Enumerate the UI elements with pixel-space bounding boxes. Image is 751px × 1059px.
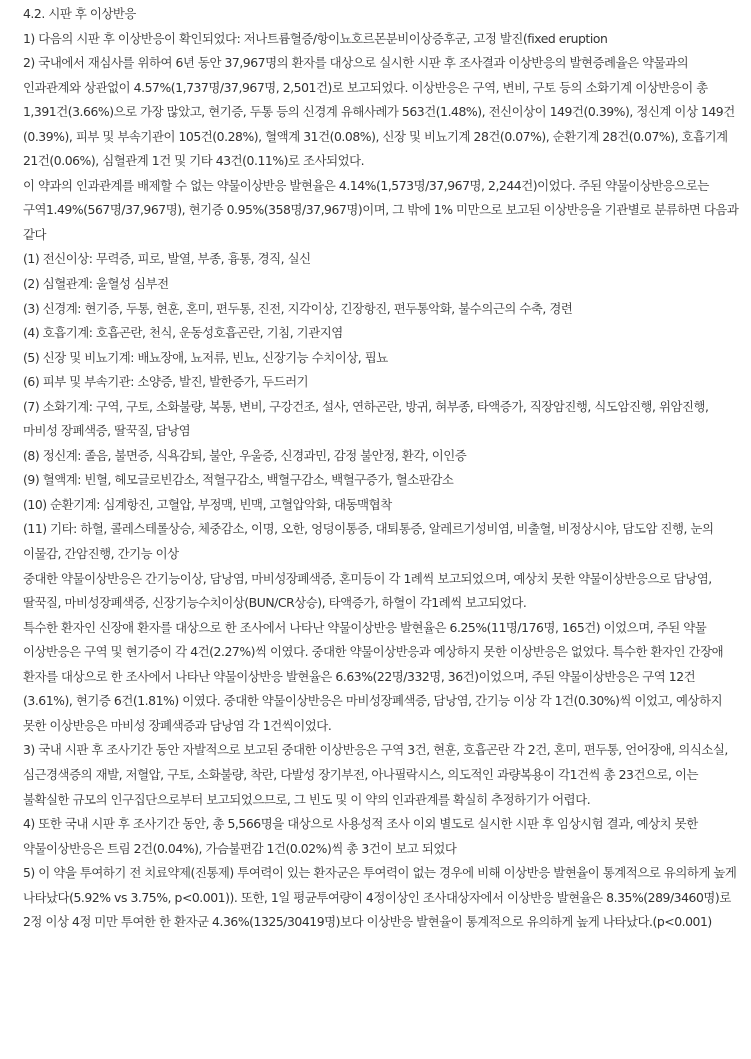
list-item-gastrointestinal: (7) 소화기계: 구역, 구토, 소화불량, 복통, 변비, 구강건조, 설사, 연하곤란, 방귀, 혀부종, 타액증가, 직장암진행, 식도암진행, 위암진행, 마비성 장폐색증, 딸꾹질, 담낭염: [23, 398, 709, 439]
list-item-hematologic: (9) 혈액계: 빈혈, 헤모글로빈감소, 적혈구감소, 백혈구감소, 백혈구증가, 혈소판감소: [23, 472, 454, 488]
section-title: 4.2. 시판 후 이상반응: [23, 6, 136, 21]
list-item-renal-urinary: (5) 신장 및 비뇨기계: 배뇨장애, 뇨저류, 빈뇨, 신장기능 수치이상, 핍뇨: [23, 349, 388, 365]
list-item-general: (1) 전신이상: 무력증, 피로, 발열, 부종, 흉통, 경직, 실신: [23, 251, 311, 267]
list-item-circulatory: (10) 순환기계: 심계항진, 고혈압, 부정맥, 빈맥, 고혈압악화, 대동맥협착: [23, 496, 392, 512]
paragraph-item-3-spontaneous-reports: 3) 국내 시판 후 조사기간 동안 자발적으로 보고된 중대한 이상반응은 구역 3건, 현훈, 호흡곤란 각 2건, 혼미, 편두통, 언어장애, 의식소실, 심근경색증의 재발, 저혈압, 구토, 소화불량, 착란, 다발성 장기부전, 아나필락시스, 의도적인 과량복용이 각1건씩 총 23건으로, 이는 불확실한 규모의 인구집단으로부터 보고되었으므로, 그 빈도 및 이 약의 인과관계를 확실히 추정하기가 어렵다.: [23, 742, 728, 807]
paragraph-item-4-post-marketing-trial: 4) 또한 국내 시판 후 조사기간 동안, 총 5,566명을 대상으로 사용성적 조사 이외 별도로 실시한 시판 후 임상시험 결과, 예상치 못한 약물이상반응은 트림 2건(0.04%), 가슴불편감 1건(0.02%)씩 총 3건이 보고 되었다: [23, 816, 698, 856]
paragraph-special-populations: 특수한 환자인 신장애 환자를 대상으로 한 조사에서 나타난 약물이상반응 발현율은 6.25%(11명/176명, 165건) 이었으며, 주된 약물 이상반응은 구역 및 현기증이 각 4건(2.27%)씩 이였다. 중대한 약물이상반응과 예상하지 못한 이상반응은 없었다. 특수한 환자인 간장애 환자를 대상으로 한 조사에서 나타난 약물이상반응 발현율은 6.63%(22명/332명, 36건)이었으며, 주된 약물이상반응은 구역 12건(3.61%), 현기증 6건(1.81%) 이였다. 중대한 약물이상반응은 마비성장폐색증, 담낭염, 간기능 이상 각 1건(0.30%)씩 이었고, 예상하지 못한 이상반응은 마비성 장폐색증과 담낭염 각 1건씩이었다.: [23, 619, 724, 733]
list-item-respiratory: (4) 호흡기계: 호흡곤란, 천식, 운동성호흡곤란, 기침, 기관지염: [23, 325, 343, 341]
list-item-skin: (6) 피부 및 부속기관: 소양증, 발진, 발한증가, 두드러기: [23, 374, 309, 390]
paragraph-item-1-fixed-eruption: 1) 다음의 시판 후 이상반응이 확인되었다: 저나트륨혈증/항이뇨호르몬분비이상증후군, 고정 발진(fixed eruption: [23, 30, 608, 46]
paragraph-serious-adr: 중대한 약물이상반응은 간기능이상, 담낭염, 마비성장폐색증, 혼미등이 각 1례씩 보고되었으며, 예상치 못한 약물이상반응으로 담낭염, 딸꾹질, 마비성장폐색증, 신장기능수치이상(BUN/CR상승), 타액증가, 하혈이 각1례씩 보고되었다.: [23, 570, 712, 611]
paragraph-item-2-pms-results: 2) 국내에서 재심사를 위하여 6년 동안 37,967명의 환자를 대상으로 실시한 시판 후 조사결과 이상반응의 발현증례율은 약물과의 인과관계와 상관없이 4.57%(1,737명/37,967명, 2,501건)로 보고되었다. 이상반응은 구역, 변비, 구토 등의 소화기계 이상반응이 총 1,391건(3.66%)으로 가장 많았고, 현기증, 두통 등의 신경계 유해사례가 563건(1.48%), 전신이상이 149건(0.39%), 정신계 이상 149건(0.39%), 피부 및 부속기관이 105건(0.28%), 혈액계 31건(0.08%), 신장 및 비뇨기계 28건(0.07%), 순환기계 28건(0.07%), 호흡기계 21건(0.06%), 심혈관계 1건 및 기타 43건(0.11%)로 조사되었다.: [23, 55, 735, 169]
list-item-psychiatric: (8) 정신계: 졸음, 불면증, 식욕감퇴, 불안, 우울증, 신경과민, 감정 불안정, 환각, 이인증: [23, 447, 467, 463]
list-item-nervous: (3) 신경계: 현기증, 두통, 현훈, 혼미, 편두통, 진전, 지각이상, 긴장항진, 편두통악화, 불수의근의 수축, 경련: [23, 300, 573, 316]
list-item-other: (11) 기타: 하혈, 콜레스테롤상승, 체중감소, 이명, 오한, 엉덩이통증, 대퇴통증, 알레르기성비염, 비출혈, 비정상시야, 담도암 진행, 눈의 이물감, 간암진행, 간기능 이상: [23, 521, 714, 562]
paragraph-causal-adr-rate: 이 약과의 인과관계를 배제할 수 없는 약물이상반응 발현율은 4.14%(1,573명/37,967명, 2,244건)이었다. 주된 약물이상반응으로는 구역1.49%(567명/37,967명), 현기증 0.95%(358명/37,967명)이며, 그 밖에 1% 미만으로 보고된 이상반응을 기관별로 분류하면 다음과 같다: [23, 177, 739, 242]
list-item-cardiovascular: (2) 심혈관계: 울혈성 심부전: [23, 276, 169, 292]
paragraph-item-5-analgesic-history: 5) 이 약을 투여하기 전 치료약제(진통제) 투여력이 있는 환자군은 투여력이 없는 경우에 비해 이상반응 발현율이 통계적으로 유의하게 높게 나타났다(5.92% vs 3.75%, p<0.001)). 또한, 1일 평균투여량이 4정이상인 조사대상자에서 이상반응 발현율은 8.35%(289/3460명)로 2정 이상 4정 미만 투여한 한 환자군 4.36%(1325/30419명)보다 이상반응 발현율이 통계적으로 유의하게 높게 나타났다.(p<0.001): [23, 865, 737, 930]
